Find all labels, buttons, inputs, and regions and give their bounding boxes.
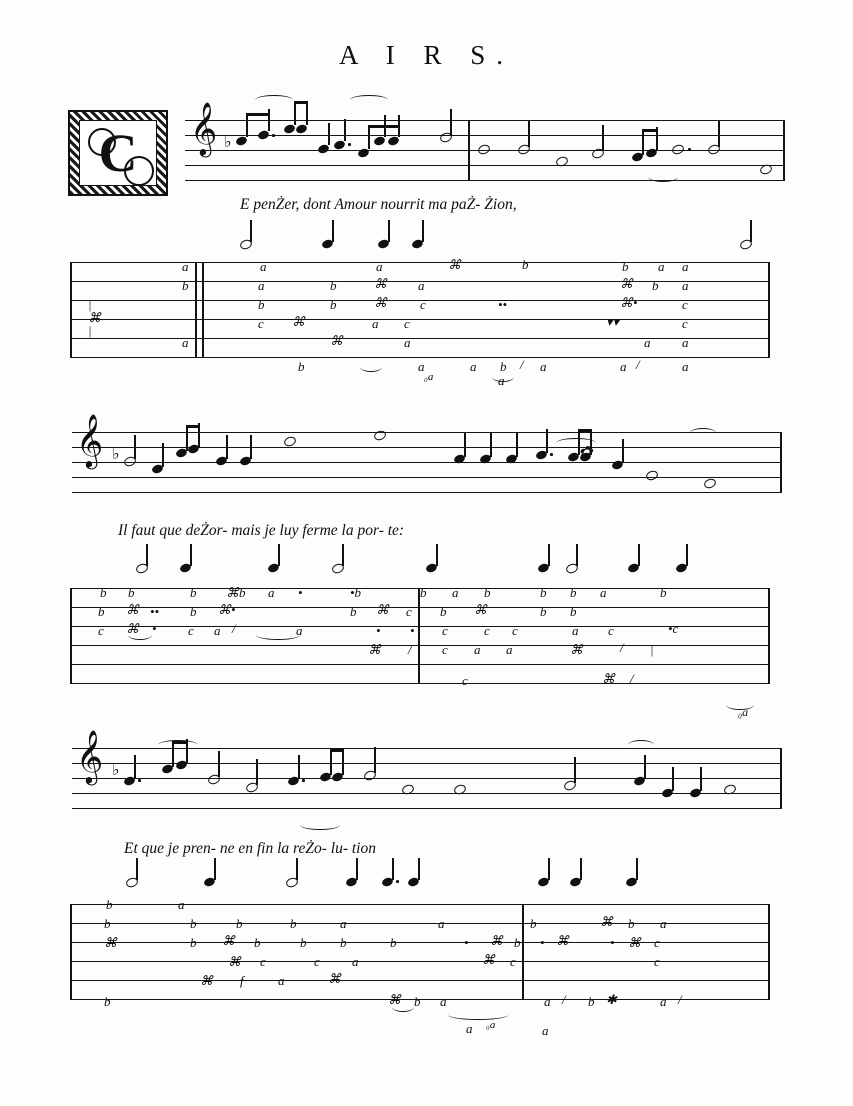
treble-clef-icon: 𝄞 — [76, 729, 104, 783]
music-page: A I R S. C 𝄞 ♭ E penŻer, dont Amour nourrit ma paŻ- Żion, a a a ⌘ b b a a b a b ⌘ a ⌘ b a | ⌘ | b b ⌘ c •• ⌘• c c ⌘ a c ▾▾ c a ⌘ a a a b a a b / a a / a ₀a a 𝄞 ♭ ✿ Il faut que deŻor- mais je luy ferme la por- te: b b b ⌘b a • •b b a b b b a b b ⌘ •• b ⌘• b ⌘ c b ⌘ b b c ⌘ • c a / a • • c c c a c •c ⌘ / c a a ⌘ / | c ⌘ / ₀a 𝄞 ♭ Et que je pren- ne en fin la reŻo- lu- tion b a b b b b a a b ⌘ b a ⌘ b ⌘ b b b b • ⌘ b • ⌘ • ⌘ c ⌘ c c a ⌘ c c ⌘ f a ⌘ b ⌘ b a a / b ✱ a / a ₀a a — [0, 0, 853, 1106]
lyrics-line-1: E penŻer, dont Amour nourrit ma paŻ- Żion, — [240, 196, 517, 213]
treble-clef-icon: 𝄞 — [76, 413, 104, 467]
system-3-staff — [72, 748, 782, 812]
system-2-staff — [72, 432, 782, 496]
slur — [255, 95, 293, 105]
decorated-initial — [68, 110, 168, 196]
treble-clef-icon: 𝄞 — [190, 101, 218, 155]
initial-letter: C — [98, 123, 138, 183]
slur — [350, 95, 388, 105]
page-title: A I R S. — [338, 40, 515, 70]
lyrics-line-3: Et que je pren- ne en fin la reŻo- lu- tion — [124, 840, 376, 857]
lyrics-line-2: Il faut que deŻor- mais je luy ferme la por- te: — [118, 522, 405, 539]
key-signature-flat: ♭ — [112, 762, 120, 779]
system-2-tablature — [70, 588, 770, 698]
key-signature-flat: ♭ — [112, 446, 120, 463]
key-signature-flat: ♭ — [224, 134, 232, 151]
slur — [648, 172, 678, 182]
